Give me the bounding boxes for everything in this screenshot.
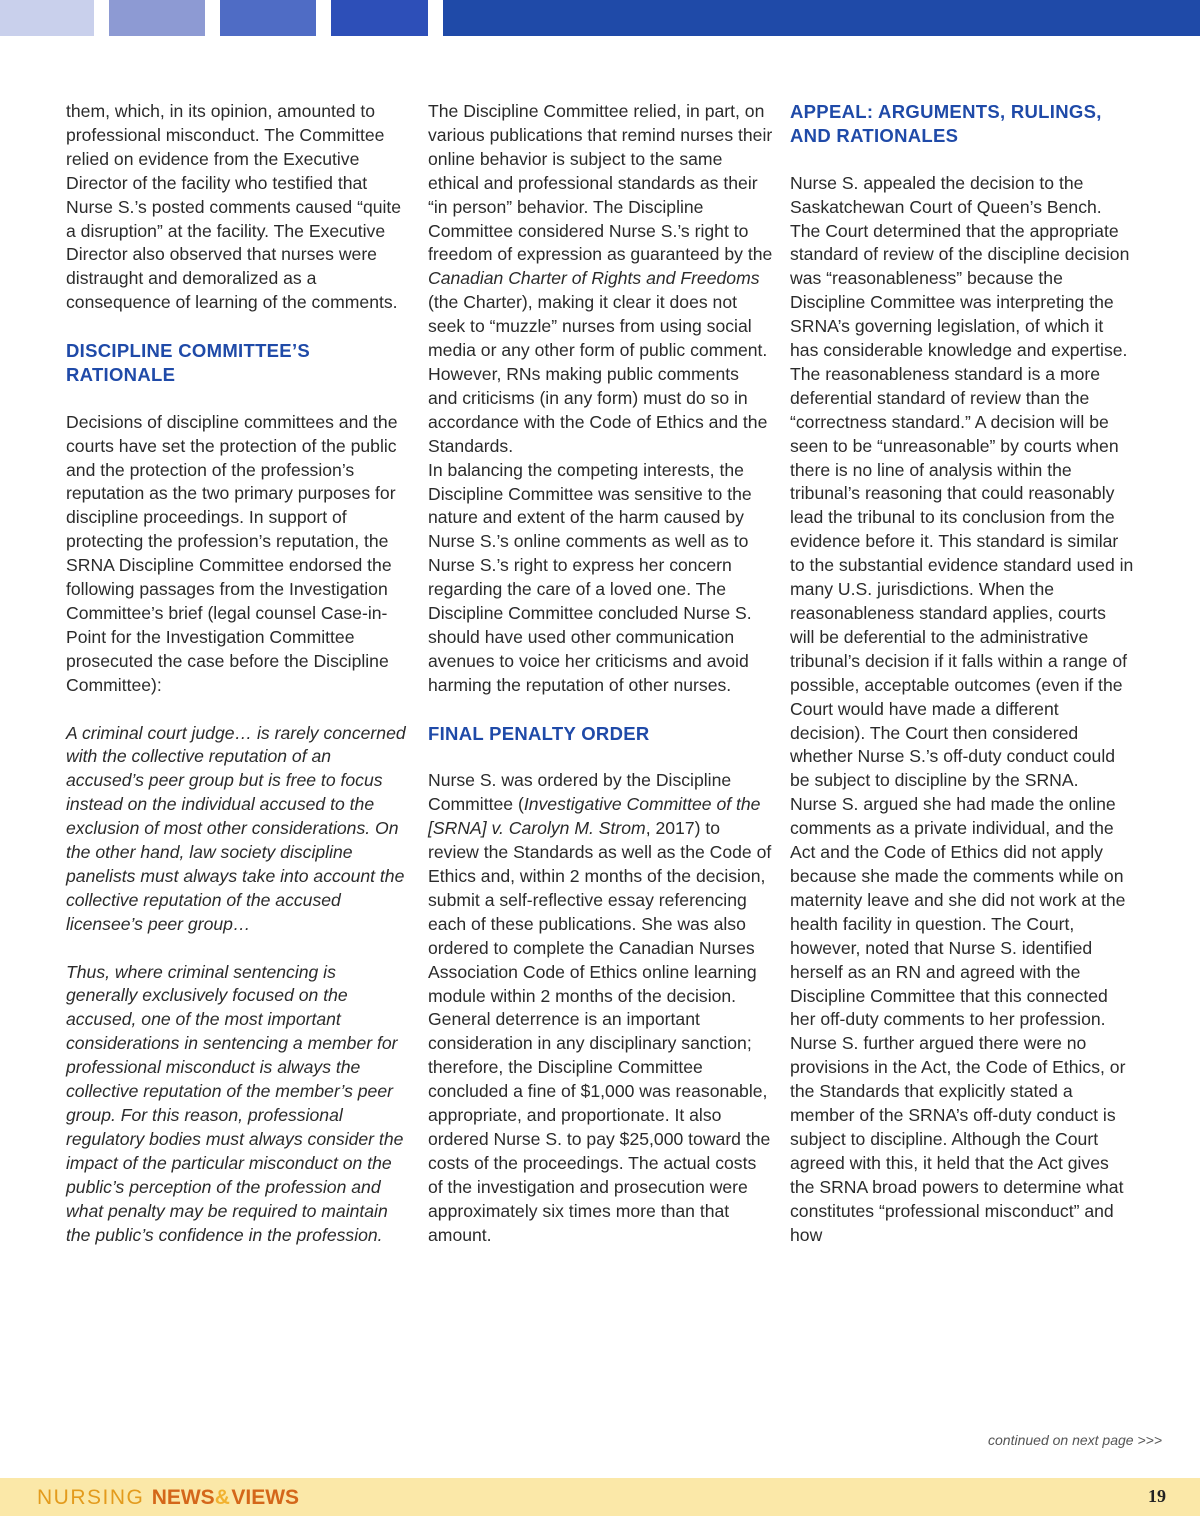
paragraph: them, which, in its opinion, amounted to professional misconduct. The Committee relied on evidence from the Executive Director of the facility who testified that Nurse S.’s posted comments caused “quite a disruption” at the facility. The Executive Director also observed that nurses were distraught and demoralized as a consequence of learning of the comments. bbox=[66, 101, 402, 313]
section-heading-penalty: FINAL PENALTY ORDER bbox=[428, 722, 650, 744]
paragraph: In balancing the competing interests, the Discipline Committee was sensitive to the nature and extent of the harm caused by Nurse S.’s online comments as well as to Nurse S.’s right to express her concern regarding the care of a loved one. The Discipline Committee concluded Nurse S. should have used other communication avenues to voice her criticisms and avoid harming the reputation of other nurses. bbox=[428, 459, 752, 695]
section-heading-appeal: APPEAL: ARGUMENTS, RULINGS, AND RATIONALES bbox=[790, 101, 1102, 146]
block-quote: A criminal court judge… is rarely concerned with the collective reputation of an accused’s peer group but is free to focus instead on the individual accused to the exclusion of most other considerations. On the other hand, law society discipline panelists must always take into account the collective reputation of the accused licensee’s peer group… bbox=[66, 722, 406, 934]
column-left bbox=[66, 100, 411, 1247]
header-block-1 bbox=[0, 0, 94, 36]
header-block-5 bbox=[443, 0, 1200, 36]
paragraph bbox=[428, 100, 773, 459]
paragraph bbox=[428, 769, 773, 1247]
paragraph: Decisions of discipline committees and the courts have set the protection of the public and the protection of the profession’s reputation as the two primary purposes for discipline proceedings. In support of protecting the profession’s reputation, the SRNA Discipline Committee endorsed the following passages from the Investigation Committee’s brief (legal counsel Case-in-Point for the Investigation Committee prosecuted the case before the Discipline Committee): bbox=[66, 411, 398, 695]
footer-bar bbox=[0, 1478, 1200, 1516]
text-span: , 2017) to review the Standards as well as the Code of Ethics and, within 2 months of the decision, submit a self-reflective essay referencing each of these publications. She was also ordered to complete the Canadian Nurses Association Code of Ethics online learning module within 2 months of the decision. General deterrence is an important consideration in any disciplinary sanction; therefore, the Discipline Committee concluded a fine of $1,000 was reasonable, appropriate, and proportionate. It also ordered Nurse S. to pay $25,000 toward the costs of the proceedings. The actual costs of the investigation and prosecution were approximately six times more than that amount. bbox=[428, 818, 772, 1245]
section-heading-rationale: DISCIPLINE COMMITTEE’S RATIONALE bbox=[66, 340, 311, 385]
text-span: Nurse S. was ordered by the Discipline Committee ( bbox=[428, 770, 732, 815]
text-span: (the Charter), making it clear it does not seek to “muzzle” nurses from using social media or any other form of public comment. However, RNs making public comments and criticisms (in any form) must do so in accordance with the Code of Ethics and the Standards. bbox=[428, 292, 768, 456]
continued-note: continued on next page >>> bbox=[988, 1432, 1162, 1448]
logo-views: VIEWS bbox=[231, 1486, 300, 1509]
case-citation: Investigative Committee of the [SRNA] v. Carolyn M. Strom bbox=[428, 794, 761, 839]
logo-news: NEWS bbox=[151, 1486, 215, 1509]
magazine-logo bbox=[37, 1486, 299, 1510]
block-quote: Thus, where criminal sentencing is generally exclusively focused on the accused, one of the most important considerations in sentencing a member for professional misconduct is always the collective reputation of the member’s peer group. For this reason, professional regulatory bodies must always consider the impact of the particular misconduct on the public’s perception of the profession and what penalty may be required to maintain the public’s confidence in the profession. bbox=[66, 961, 404, 1245]
charter-title: Canadian Charter of Rights and Freedoms bbox=[428, 268, 760, 289]
logo-nursing: NURSING bbox=[37, 1486, 152, 1509]
header-block-2 bbox=[109, 0, 205, 36]
header-block-3 bbox=[220, 0, 316, 36]
header-color-bar bbox=[0, 0, 1200, 36]
page-number: 19 bbox=[1148, 1486, 1166, 1506]
paragraph: Nurse S. argued she had made the online comments as a private individual, and the Act and the Code of Ethics did not apply because she made the comments while on maternity leave and she did not work at the health facility in question. The Court, however, noted that Nurse S. identified herself as an RN and agreed with the Discipline Committee that this connected her off-duty comments to her profession. bbox=[790, 794, 1126, 1030]
column-right bbox=[790, 100, 1135, 1247]
header-block-4 bbox=[331, 0, 428, 36]
text-span: The Discipline Committee relied, in part, on various publications that remind nurses their online behavior is subject to the same ethical and professional standards as their “in person” behavior. The Discipline Committee considered Nurse S.’s right to freedom of expression as guaranteed by the bbox=[428, 101, 773, 265]
paragraph: Nurse S. appealed the decision to the Saskatchewan Court of Queen’s Bench. The Court determined that the appropriate standard of review of the discipline decision was “reasonableness” because the Discipline Committee was interpreting the SRNA’s governing legislation, of which it has considerable knowledge and expertise. The reasonableness standard is a more deferential standard of review than the “correctness standard.” A decision will be seen to be “unreasonable” by courts when there is no line of analysis within the tribunal’s reasoning that could reasonably lead the tribunal to its conclusion from the evidence before it. This standard is similar to the substantial evidence standard used in many U.S. jurisdictions. When the reasonableness standard applies, courts will be deferential to the administrative tribunal’s decision if it falls within a range of possible, acceptable outcomes (even if the Court would have made a different decision). The Court then considered whether Nurse S.’s off-duty conduct could be subject to discipline by the SRNA. bbox=[790, 172, 1134, 791]
paragraph: Nurse S. further argued there were no provisions in the Act, the Code of Ethics, or the Standards that explicitly stated a member of the SRNA’s off-duty conduct is subject to discipline. Although the Court agreed with this, it held that the Act gives the SRNA broad powers to determine what constitutes “professional misconduct” and how bbox=[790, 1033, 1126, 1245]
logo-ampersand: & bbox=[214, 1486, 232, 1509]
column-middle bbox=[428, 100, 773, 1247]
